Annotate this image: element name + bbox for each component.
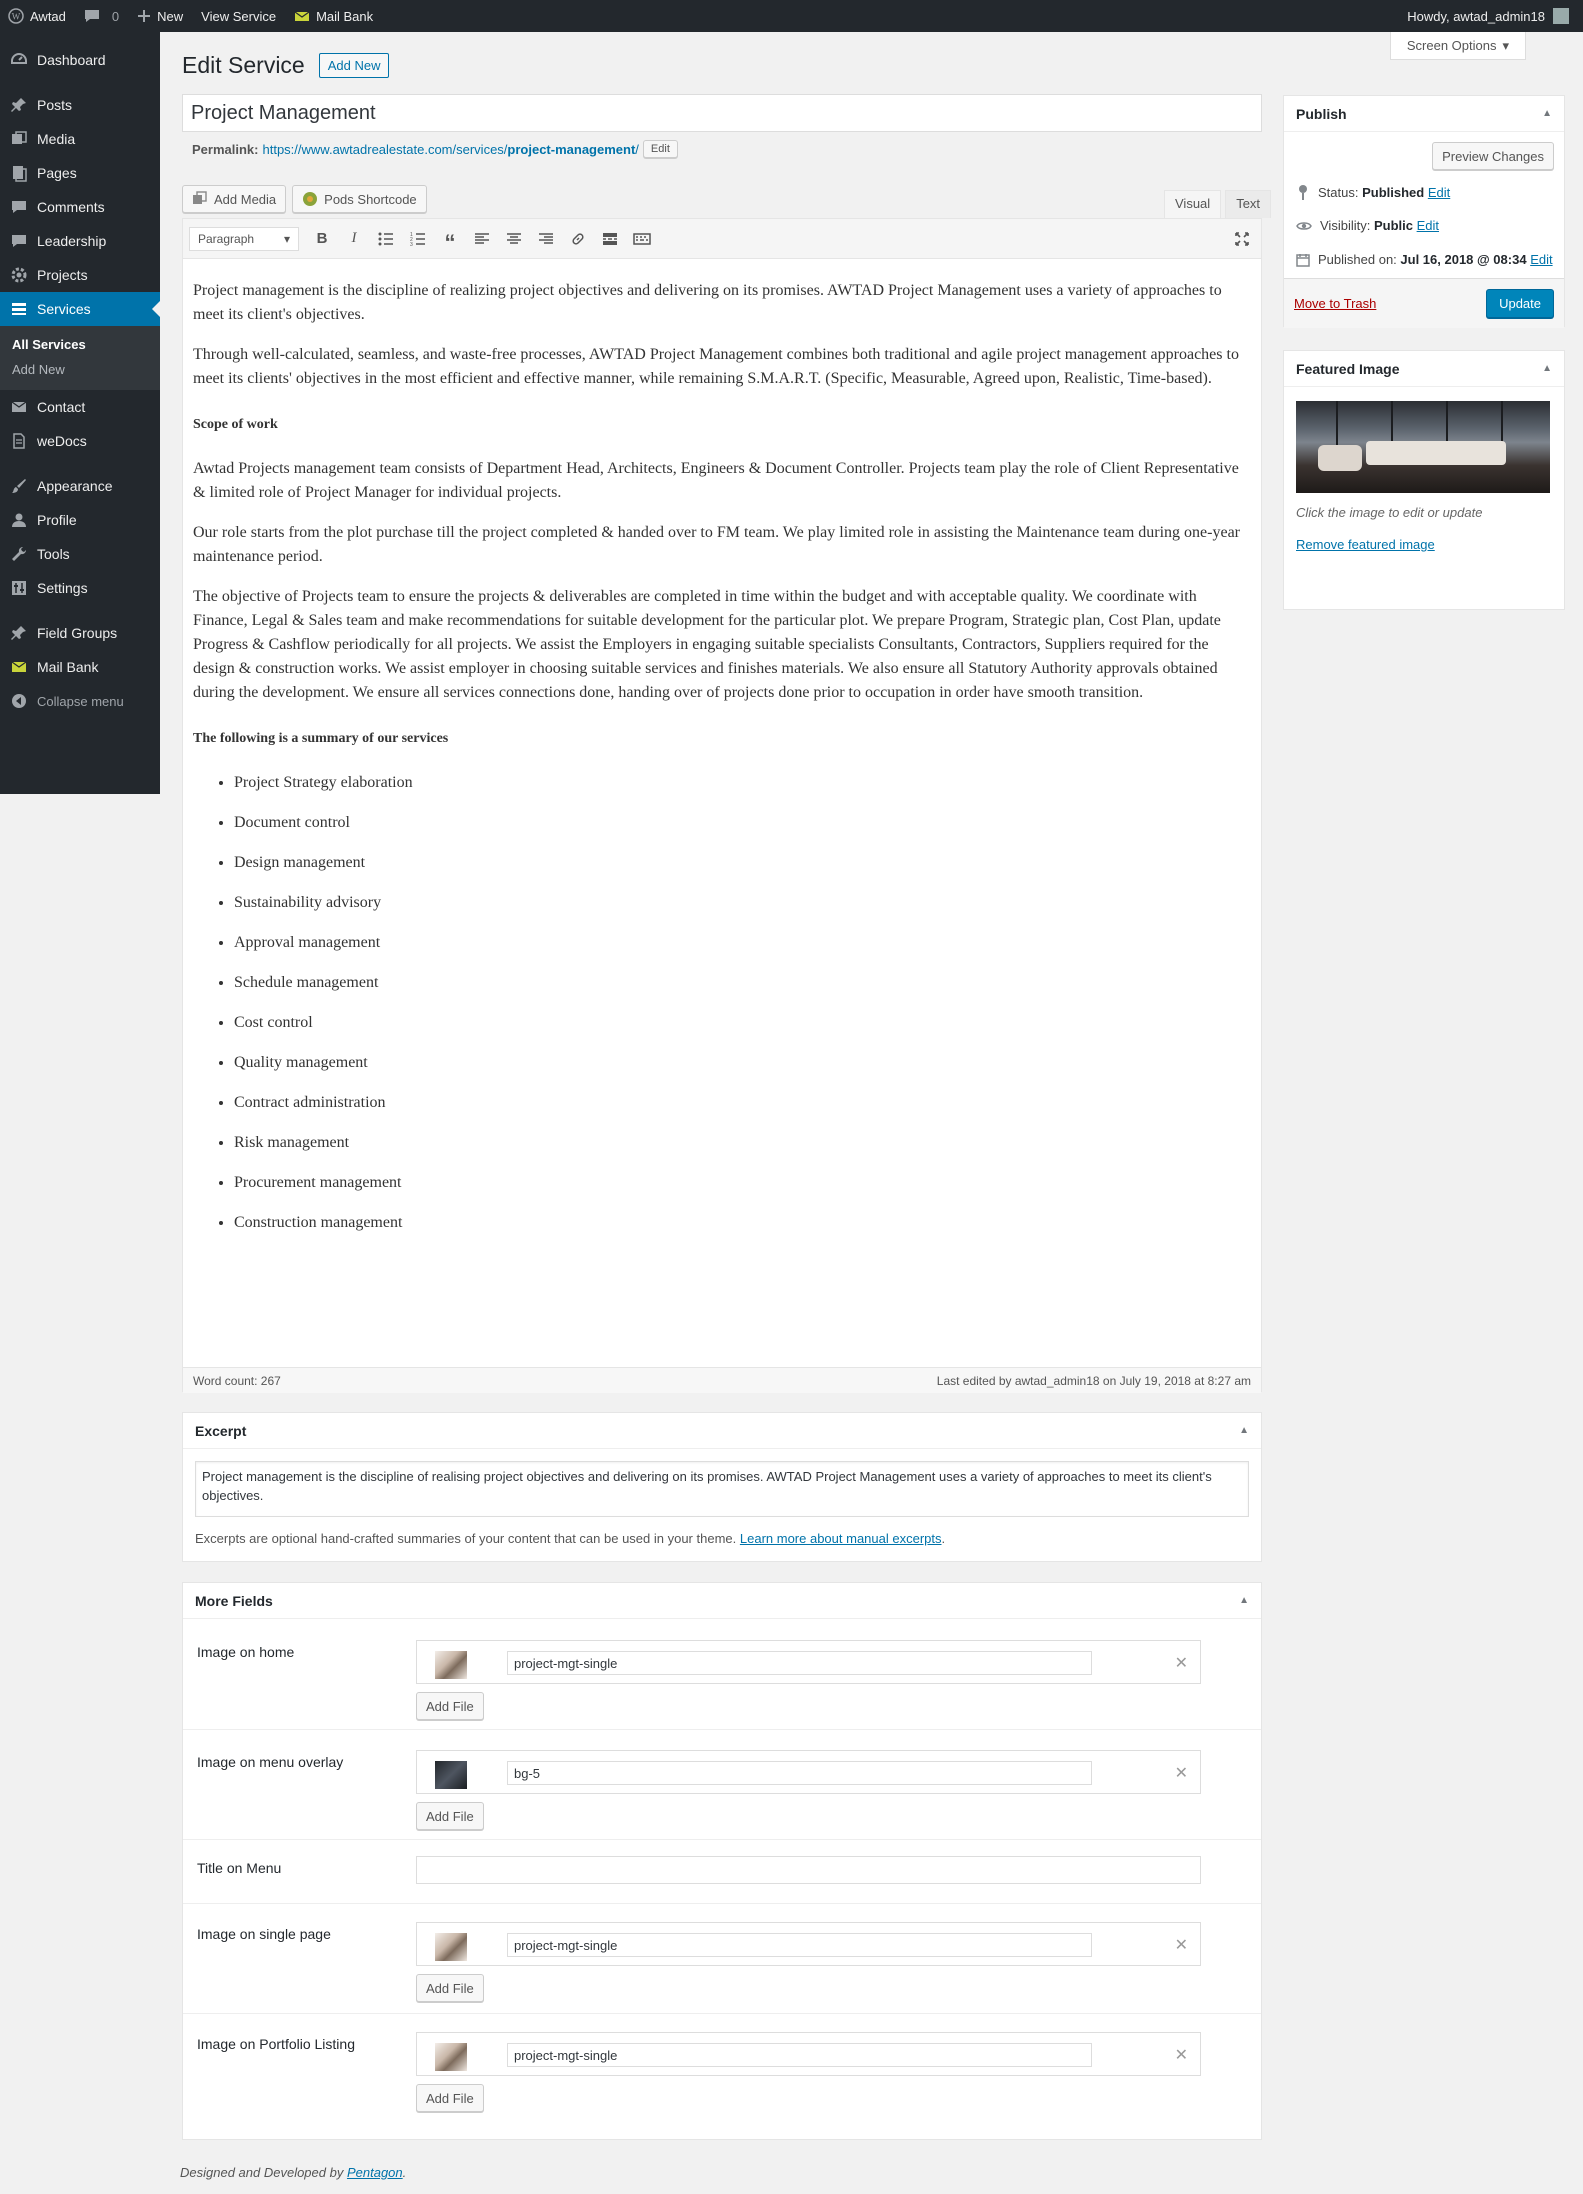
remove-icon[interactable]: ✕ <box>1174 1655 1188 1672</box>
sidebar-item-label: Pages <box>37 165 77 181</box>
preview-changes-button[interactable]: Preview Changes <box>1432 142 1554 170</box>
file-item <box>416 2032 1201 2076</box>
more-fields-title: More Fields <box>195 1592 273 1609</box>
media-icon <box>9 129 29 149</box>
update-button[interactable]: Update <box>1486 289 1554 318</box>
sidebar-item-posts[interactable] <box>0 88 160 122</box>
file-title-input[interactable]: project-mgt-single <box>507 1651 1092 1675</box>
sidebar-item-label: Contact <box>37 399 86 415</box>
blockquote-button[interactable] <box>437 226 463 255</box>
edit-status-link[interactable]: Edit <box>1427 184 1451 200</box>
publish-title: Publish <box>1296 105 1347 122</box>
wrench-icon <box>9 544 29 564</box>
list-item: • Schedule management <box>234 971 1251 995</box>
excerpt-learn-more-link[interactable]: Learn more about manual excerpts <box>739 1531 942 1546</box>
user-icon <box>9 510 29 530</box>
avatar <box>1553 8 1569 24</box>
my-account[interactable] <box>1407 8 1583 24</box>
publish-box <box>1283 95 1565 327</box>
visibility-value: Public <box>1373 218 1413 233</box>
pin-icon <box>9 623 29 643</box>
post-title-input[interactable]: Project Management <box>182 94 1262 132</box>
footer-end: . <box>402 2165 407 2180</box>
add-file-button[interactable]: Add File <box>416 2084 484 2112</box>
align-center-icon <box>506 232 522 246</box>
file-title-input[interactable]: bg-5 <box>507 1761 1092 1785</box>
permalink-tail: / <box>635 141 639 157</box>
sidebar-item-contact[interactable] <box>0 390 160 424</box>
keyboard-icon <box>633 232 651 246</box>
editor-content[interactable] <box>183 259 1261 1235</box>
pin-icon <box>9 95 29 115</box>
sidebar-item-leadership[interactable] <box>0 224 160 258</box>
admin-footer <box>180 2165 406 2180</box>
list-item: • Design management <box>234 851 1251 875</box>
visibility-label: Visibility: <box>1320 218 1371 233</box>
bold-icon: B <box>316 230 328 247</box>
file-thumbnail <box>435 1651 467 1679</box>
add-new-button[interactable]: Add New <box>319 53 390 78</box>
format-select[interactable] <box>189 227 299 251</box>
sidebar-item-label: Dashboard <box>37 52 106 68</box>
align-right-button[interactable] <box>533 226 559 252</box>
excerpt-help <box>195 1531 1249 1546</box>
featured-image[interactable] <box>1296 401 1550 493</box>
view-service-link[interactable] <box>193 0 286 32</box>
list-item: • Document control <box>234 811 1251 835</box>
caret-down-icon: ▾ <box>1502 37 1509 53</box>
list-item: • Sustainability advisory <box>234 891 1251 915</box>
pods-icon <box>302 191 318 207</box>
list-item: • Cost control <box>234 1011 1251 1035</box>
status-value: Published <box>1362 184 1425 200</box>
sidebar-item-label: Posts <box>37 97 73 113</box>
file-item <box>416 1640 1201 1684</box>
permalink-link[interactable] <box>262 142 638 157</box>
file-thumbnail <box>435 1761 467 1789</box>
collapse-arrow-icon[interactable]: ▲ <box>1239 1595 1249 1606</box>
list-item: • Contract administration <box>234 1091 1251 1115</box>
svg-text:3: 3 <box>410 241 413 246</box>
list-item: • Risk management <box>234 1131 1251 1155</box>
quote-icon: “ <box>444 229 456 255</box>
permalink-label: Permalink: <box>192 141 259 157</box>
howdy-text: Howdy, awtad_admin18 <box>1407 8 1545 24</box>
collapse-arrow-icon[interactable]: ▲ <box>1542 363 1552 374</box>
comment-icon <box>9 197 29 217</box>
bullet-list-icon <box>378 232 394 246</box>
publish-header[interactable] <box>1284 96 1564 132</box>
services-submenu <box>0 326 160 390</box>
field-image-on-menu-overlay <box>183 1730 1261 1840</box>
fullscreen-button[interactable] <box>1229 226 1255 252</box>
edit-visibility-link[interactable]: Edit <box>1416 218 1440 233</box>
pin-icon <box>1296 184 1310 200</box>
content-paragraph: Through well-calculated, seamless, and waste-free processes, AWTAD Project Management combines both traditional and agile project management approaches to meet its clients' objectives in the most efficient and effective manner, while remaining S.M.A.R.T. (Specific, Measurable, Agreed upon, Realistic, Time-based). <box>193 346 1239 387</box>
new-label: New <box>157 8 184 24</box>
field-label: Image on Portfolio Listing <box>197 2036 355 2052</box>
mailbank-label: Mail Bank <box>316 8 374 24</box>
sidebar-item-field-groups[interactable] <box>0 616 160 650</box>
publish-date <box>1296 252 1553 267</box>
content-paragraph: Our role starts from the plot purchase till the project completed & handed over to FM team. We play limited role in assisting the Maintenance team during one-year maintenance period. <box>193 524 1241 565</box>
remove-icon[interactable]: ✕ <box>1174 1937 1188 1954</box>
toolbar-toggle-button[interactable] <box>629 226 655 252</box>
sidebar-item-label: Collapse menu <box>37 693 124 709</box>
sidebar-item-label: Field Groups <box>37 625 118 641</box>
content-heading: Scope of work <box>193 417 278 432</box>
word-count: Word count: 267 <box>193 1373 281 1388</box>
excerpt-textarea[interactable]: Project management is the discipline of realising project objectives and delivering on its promises. AWTAD Project Management uses a variety of approaches to meet its client's objectives. <box>195 1461 1249 1517</box>
site-name-link[interactable] <box>0 0 76 32</box>
list-icon <box>9 299 29 319</box>
page-icon <box>9 163 29 183</box>
sidebar-item-wedocs[interactable] <box>0 424 160 458</box>
list-item: • Project Strategy elaboration <box>234 771 1251 795</box>
mailbank-link[interactable] <box>286 0 383 32</box>
sidebar-item-comments[interactable] <box>0 190 160 224</box>
edit-date-link[interactable]: Edit <box>1530 252 1553 267</box>
submenu-all-services[interactable]: All Services <box>12 337 86 352</box>
align-center-button[interactable] <box>501 226 527 252</box>
sidebar-item-dashboard[interactable] <box>0 43 160 77</box>
gear-icon <box>9 265 29 285</box>
align-left-icon <box>474 232 490 246</box>
file-item <box>416 1922 1201 1966</box>
permalink-slug: project-management <box>507 141 636 157</box>
mailbank-icon <box>294 10 310 22</box>
eye-icon <box>1296 220 1312 232</box>
screen-options-button[interactable] <box>1390 32 1526 60</box>
format-select-value: Paragraph <box>198 231 255 246</box>
align-right-icon <box>538 232 554 246</box>
sidebar-item-label: Projects <box>37 267 88 283</box>
services-list <box>193 771 1251 1235</box>
add-file-button[interactable]: Add File <box>416 1802 484 1830</box>
file-title-input[interactable]: project-mgt-single <box>507 1933 1092 1957</box>
plus-icon <box>137 9 151 23</box>
sidebar-item-label: Settings <box>37 580 88 596</box>
content-paragraph: Project management is the discipline of realizing project objectives and delivering on its promises. AWTAD Project Management uses a variety of approaches to meet its client's objectives. <box>193 282 1222 323</box>
footer-text: Designed and Developed by <box>180 2165 344 2180</box>
sidebar-item-media[interactable] <box>0 122 160 156</box>
sidebar-item-label: weDocs <box>37 433 87 449</box>
published-value: Jul 16, 2018 @ 08:34 <box>1400 252 1527 267</box>
pods-shortcode-label: Pods Shortcode <box>324 191 417 207</box>
align-left-button[interactable] <box>469 226 495 252</box>
add-media-label: Add Media <box>214 191 277 207</box>
field-image-on-portfolio-listing <box>183 2014 1261 2140</box>
permalink <box>192 140 678 158</box>
sidebar-item-label: Appearance <box>37 478 113 494</box>
svg-text:W: W <box>11 11 21 22</box>
status-label: Status: <box>1318 184 1359 200</box>
bullet-list-button[interactable] <box>373 226 399 252</box>
sidebar-item-label: Tools <box>37 546 70 562</box>
field-image-on-home <box>183 1620 1261 1730</box>
site-name: Awtad <box>30 8 66 24</box>
title-on-menu-input[interactable] <box>416 1856 1201 1884</box>
edit-permalink-button[interactable]: Edit <box>643 140 678 158</box>
move-to-trash-link[interactable]: Move to Trash <box>1294 296 1377 311</box>
view-service-label: View Service <box>201 8 277 24</box>
italic-button[interactable] <box>341 226 367 252</box>
sidebar-item-mail-bank[interactable] <box>0 650 160 684</box>
field-title-on-menu <box>183 1840 1261 1904</box>
sidebar-item-settings[interactable] <box>0 571 160 605</box>
new-content-link[interactable] <box>129 0 193 32</box>
excerpt-header[interactable] <box>183 1413 1261 1449</box>
add-file-button[interactable]: Add File <box>416 1692 484 1720</box>
publish-visibility <box>1296 218 1439 233</box>
pods-shortcode-button[interactable] <box>292 185 427 213</box>
page-title: Edit Service <box>182 52 305 78</box>
svg-text:2: 2 <box>410 236 413 243</box>
add-media-button[interactable] <box>182 185 286 213</box>
brush-icon <box>9 476 29 496</box>
calendar-icon <box>1296 253 1310 267</box>
collapse-arrow-icon[interactable]: ▲ <box>1542 108 1552 119</box>
more-fields-header[interactable] <box>183 1583 1261 1619</box>
sidebar-item-label: Comments <box>37 199 105 215</box>
list-item: • Approval management <box>234 931 1251 955</box>
read-more-button[interactable] <box>597 226 623 252</box>
sidebar-item-profile[interactable] <box>0 503 160 537</box>
editor-toolbar <box>183 219 1261 259</box>
featured-image-hint: Click the image to edit or update <box>1296 505 1483 520</box>
bold-button[interactable] <box>309 226 335 252</box>
sidebar-item-label: Services <box>37 301 91 317</box>
sidebar-item-pages[interactable] <box>0 156 160 190</box>
mail-icon <box>9 397 29 417</box>
admin-bar <box>0 0 1583 32</box>
content-paragraph: The objective of Projects team to ensure the projects & deliverables are completed in time within the budget and with acceptable quality. We coordinate with Finance, Legal & Sales team and make recommendations for suitable development for the particular plot. We prepare Program, Strategic plan, Cost Plan, update Progress & Cashflow periodically for all projects. We assist the Employers in engaging suitable specialists Consultants, Contractors, Suppliers required for the design & construction works. We assist employer in choosing suitable services and finishes materials. We also ensure all Statutory Authority approvals obtained during the development. We ensure all services connections done, handing over of projects done prior to occupation in order have smooth transition. <box>193 588 1221 701</box>
settings-icon <box>9 578 29 598</box>
screen-options-label: Screen Options <box>1406 38 1497 53</box>
comment-icon <box>84 9 100 23</box>
numbered-list-icon <box>410 232 426 246</box>
numbered-list-button[interactable] <box>405 226 431 252</box>
add-file-button[interactable]: Add File <box>416 1974 484 2002</box>
field-label: Image on menu overlay <box>197 1754 344 1770</box>
file-thumbnail <box>435 1933 467 1961</box>
list-item: • Construction management <box>234 1211 1251 1235</box>
excerpt-box <box>182 1412 1262 1562</box>
editor-status-bar <box>183 1367 1261 1393</box>
featured-image-box <box>1283 350 1565 610</box>
sidebar-item-label: Media <box>37 131 76 147</box>
file-thumbnail <box>435 2043 467 2071</box>
remove-icon[interactable]: ✕ <box>1174 1765 1188 1782</box>
submenu-add-new[interactable]: Add New <box>12 362 65 377</box>
media-icon <box>192 191 208 207</box>
file-item <box>416 1750 1201 1794</box>
dashboard-icon <box>9 50 29 70</box>
collapse-icon <box>9 691 29 711</box>
field-label: Image on home <box>197 1644 295 1660</box>
published-label: Published on: <box>1318 252 1397 267</box>
field-label: Title on Menu <box>197 1860 282 1876</box>
sidebar-collapse-menu[interactable] <box>0 684 160 718</box>
content-editor <box>182 218 1262 1392</box>
excerpt-title: Excerpt <box>195 1422 247 1439</box>
field-image-on-single-page <box>183 1904 1261 2014</box>
comments-link[interactable] <box>76 0 129 32</box>
featured-image-header[interactable] <box>1284 351 1564 387</box>
excerpt-help-end: . <box>941 1531 946 1546</box>
insert-link-button[interactable] <box>565 226 591 252</box>
wordpress-icon <box>8 8 24 24</box>
sidebar-item-label: Profile <box>37 512 77 528</box>
file-title-input[interactable]: project-mgt-single <box>507 2043 1092 2067</box>
publish-actions <box>1284 278 1564 328</box>
sidebar-item-label: Leadership <box>37 233 107 249</box>
collapse-arrow-icon[interactable]: ▲ <box>1239 1425 1249 1436</box>
mailbank-icon <box>9 657 29 677</box>
list-item: • Procurement management <box>234 1171 1251 1195</box>
footer-link[interactable]: Pentagon <box>346 2165 403 2180</box>
featured-image-title: Featured Image <box>1296 360 1400 377</box>
sidebar-item-appearance[interactable] <box>0 469 160 503</box>
sidebar-item-services[interactable] <box>0 292 160 326</box>
permalink-base: https://www.awtadrealestate.com/services/ <box>262 141 508 157</box>
excerpt-help-text: Excerpts are optional hand-crafted summaries of your content that can be used in your theme. <box>195 1531 737 1546</box>
tab-text[interactable]: Text <box>1225 190 1271 218</box>
people-icon <box>9 231 29 251</box>
admin-sidebar <box>0 32 160 794</box>
remove-icon[interactable]: ✕ <box>1174 2047 1188 2064</box>
read-more-icon <box>602 232 618 246</box>
more-fields-box <box>182 1582 1262 2140</box>
tab-visual[interactable]: Visual <box>1164 190 1221 218</box>
last-edited: Last edited by awtad_admin18 on July 19, 2018 at 8:27 am <box>936 1373 1251 1388</box>
content-paragraph: Awtad Projects management team consists of Department Head, Architects, Engineers & Document Controller. Projects team play the role of Client Representative & limited role of Project Manager for individual projects. <box>193 460 1239 501</box>
field-label: Image on single page <box>197 1926 331 1942</box>
fullscreen-icon <box>1234 231 1250 247</box>
content-heading: The following is a summary of our services <box>193 731 449 746</box>
remove-featured-image-link[interactable]: Remove featured image <box>1296 537 1435 552</box>
link-icon <box>570 231 586 247</box>
svg-text:1: 1 <box>410 231 413 238</box>
doc-icon <box>9 431 29 451</box>
sidebar-item-projects[interactable] <box>0 258 160 292</box>
caret-down-icon: ▾ <box>283 231 290 246</box>
comments-count: 0 <box>111 8 120 24</box>
publish-status <box>1296 184 1450 200</box>
sidebar-item-tools[interactable] <box>0 537 160 571</box>
list-item: • Quality management <box>234 1051 1251 1075</box>
sidebar-item-label: Mail Bank <box>37 659 99 675</box>
italic-icon: I <box>351 230 357 246</box>
